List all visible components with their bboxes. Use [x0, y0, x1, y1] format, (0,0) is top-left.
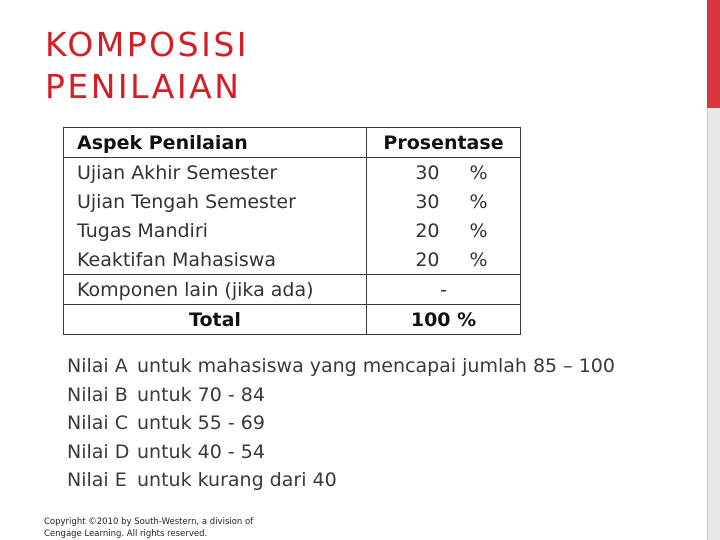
grade-desc: untuk kurang dari 40 — [137, 469, 337, 491]
percent-value: 20 — [415, 219, 440, 242]
title-line-1: KOMPOSISI — [45, 25, 250, 64]
row-aspek: Ujian Akhir Semester — [64, 158, 367, 188]
percent-unit: % — [469, 219, 488, 242]
row-aspek: Komponen lain (jika ada) — [64, 275, 367, 305]
header-prosentase: Prosentase — [367, 128, 521, 158]
row-percent — [367, 245, 521, 275]
table-row — [64, 216, 521, 245]
assessment-table — [63, 127, 521, 335]
grade-desc: untuk 40 - 54 — [137, 440, 265, 463]
grade-label: Nilai E — [67, 469, 127, 491]
row-aspek: Tugas Mandiri — [64, 216, 367, 245]
total-value: 100 % — [367, 305, 521, 335]
row-percent — [367, 275, 521, 305]
table-row — [64, 187, 521, 216]
table-row — [64, 158, 521, 188]
total-label: Total — [64, 305, 367, 335]
table-row — [64, 245, 521, 275]
red-accent-bar — [707, 0, 720, 108]
list-item — [67, 466, 615, 495]
row-percent — [367, 216, 521, 245]
grade-desc: untuk 55 - 69 — [137, 412, 265, 434]
grade-desc: untuk 70 - 84 — [137, 383, 265, 406]
copyright-line-2: Cengage Learning. All rights reserved. — [44, 529, 208, 539]
percent-value: - — [440, 278, 447, 301]
list-item — [67, 352, 615, 381]
percent-unit: % — [469, 161, 488, 184]
grade-label: Nilai B — [67, 383, 128, 406]
slide-title — [45, 24, 249, 108]
row-percent — [367, 158, 521, 188]
row-aspek: Keaktifan Mahasiswa — [64, 245, 367, 275]
row-percent — [367, 187, 521, 216]
copyright-line-1: Copyright ©2010 by South-Western, a division of — [44, 517, 254, 527]
grade-label: Nilai D — [67, 440, 130, 463]
list-item — [67, 381, 615, 410]
percent-value: 30 — [415, 161, 440, 184]
grade-label: Nilai A — [67, 355, 128, 377]
percent-value: 30 — [415, 190, 440, 213]
copyright-notice — [44, 516, 253, 540]
right-edge-bar — [707, 0, 720, 540]
table-total-row — [64, 305, 521, 335]
header-aspek: Aspek Penilaian — [64, 128, 367, 158]
grade-desc: untuk mahasiswa yang mencapai jumlah 85 – 100 — [137, 355, 615, 377]
table-row — [64, 275, 521, 305]
row-aspek: Ujian Tengah Semester — [64, 187, 367, 216]
grade-label: Nilai C — [67, 412, 128, 434]
percent-unit: % — [469, 190, 488, 213]
percent-unit: % — [469, 248, 488, 271]
list-item — [67, 438, 615, 467]
table-header-row — [64, 128, 521, 158]
title-line-2: PENILAIAN — [45, 67, 242, 106]
grade-list — [67, 352, 615, 495]
percent-value: 20 — [415, 248, 440, 271]
list-item — [67, 409, 615, 438]
